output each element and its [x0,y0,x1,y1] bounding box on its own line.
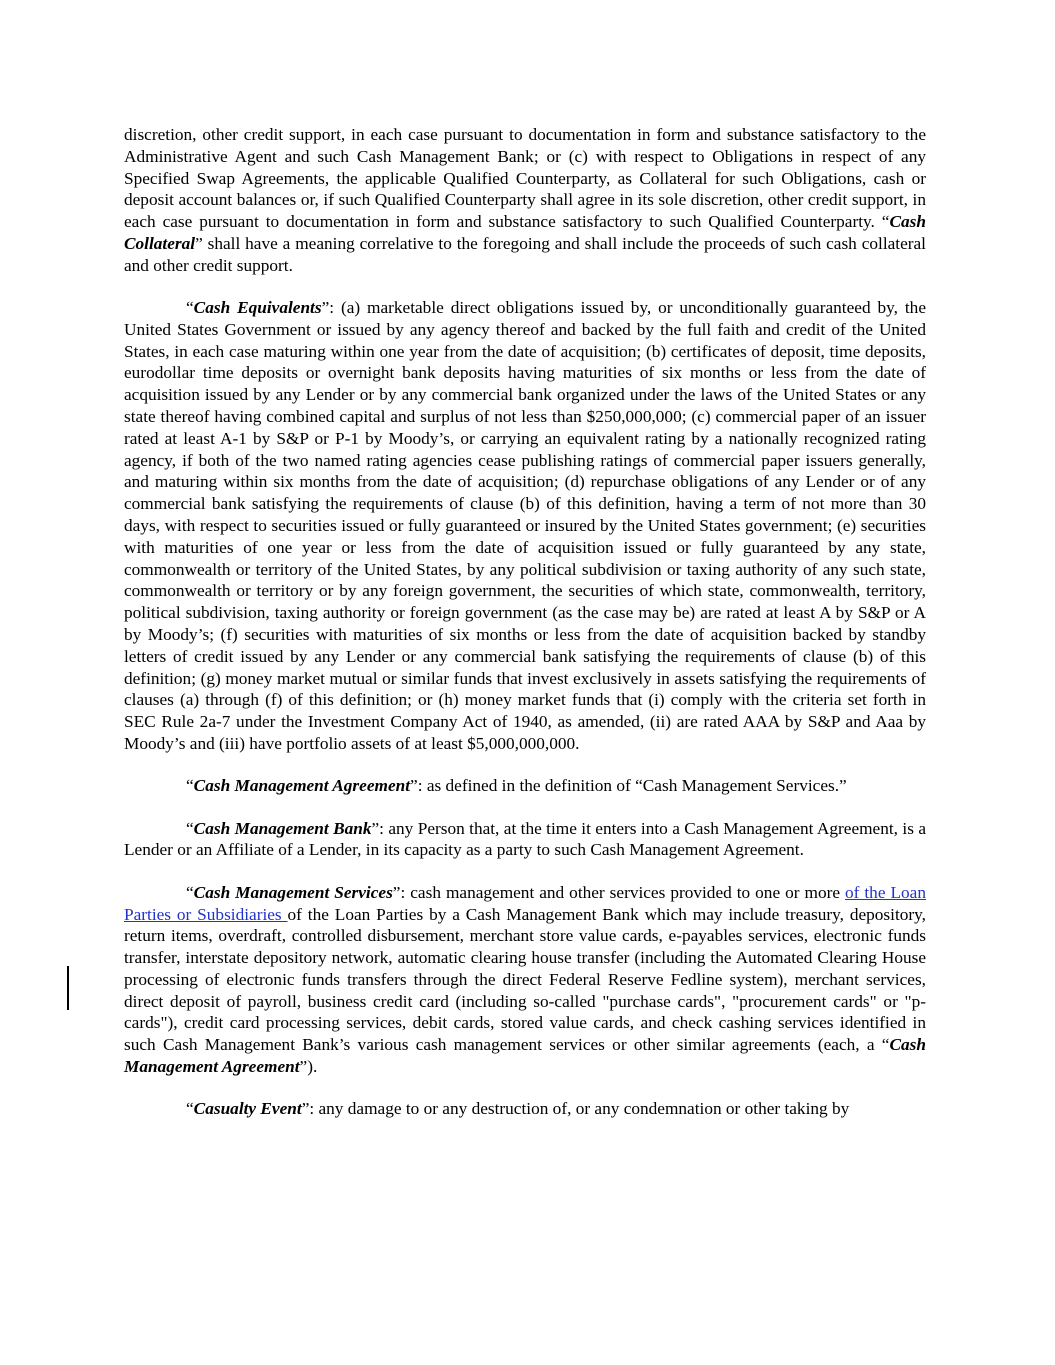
definition-text: ”: any Person that, at the time it enters into a Cash Management Agreement, is a Lender or an Affiliate of a Lender, in its capacity as a party to such Cash Management Agreement. [124,818,926,860]
defined-term: Cash Management Bank [193,818,372,838]
definition-cash-management-agreement: “Cash Management Agreement”: as defined in the definition of “Cash Management Services.” [186,776,847,796]
definition-cash-equivalents: “Cash Equivalents”: (a) marketable direct obligations issued by, or unconditionally guaranteed by, the United States Government or issued by any agency thereof and backed by the full faith and credit of the United States, in each case maturing within one year from the date of acquisition; (b) certificates of deposit, time deposits, eurodollar time deposits or overnight bank deposits having maturities of six months or less from the date of acquisition issued by any Lender or by any commercial bank organized under the laws of the United States or any state thereof having combined capital and surplus of not less than $250,000,000; (c) commercial paper of an issuer rated at least A-1 by S&P or P-1 by Moody’s, or carrying an equivalent rating by a nationally recognized rating agency, if both of the two named rating agencies cease publishing ratings of commercial paper issuers generally, and maturing within six months from the date of acquisition; (d) repurchase obligations of any Lender or of any commercial bank satisfying the requirements of clause (b) of this definition, having a term of not more than 30 days, with respect to securities issued or fully guaranteed or insured by the United States government; (e) securities with maturities of one year or less from the date of acquisition issued or fully guaranteed by any state, commonwealth or territory of the United States, by any political subdivision or taxing authority of any such state, commonwealth or territory or by any foreign government, the securities of which state, commonwealth, territory, political subdivision, taxing authority or foreign government (as the case may be) are rated at least A by S&P or A by Moody’s; (f) securities with maturities of six months or less from the date of acquisition backed by standby letters of credit issued by any Lender or any commercial bank satisfying the requirements of clause (b) of this definition; (g) money market mutual or similar funds that invest exclusively in assets satisfying the requirements of clauses (a) through (f) of this definition; or (h) money market funds that (i) comply with the criteria set forth in SEC Rule 2a-7 under the Investment Company Act of 1940, as amended, (ii) are rated AAA by S&P and Aaa by Moody’s and (iii) have portfolio assets of at least $5,000,000,000. [124,298,926,754]
tracked-insertion: of the Loan Parties or Subsidiaries [124,882,926,924]
definition-casualty-event: “Casualty Event”: any damage to or any destruction of, or any condemnation or other taking by [186,1099,850,1119]
document-page [124,124,926,1141]
defined-term: Cash Equivalents [193,298,322,318]
definition-text-cont: of the Loan Parties by a Cash Management Bank which may include treasury, depository, return items, overdraft, controlled disbursement, merchant store value cards, e-payables services, electronic funds transfer, interstate depository network, automatic clearing house transfer (including the Automated Clearing House processing of electronic funds transfers through the direct Federal Reserve Fedline system), merchant services, direct deposit of payroll, business credit card (including so-called "purchase cards", "procurement cards" or "p-cards"), credit card processing services, debit cards, stored value cards, and check cashing services identified in such Cash Management Bank’s various cash management services or other similar agreements (each, a “ [124,904,926,1055]
continuation-text: discretion, other credit support, in each case pursuant to documentation in form and substance satisfactory to the Administrative Agent and such Cash Management Bank; or (c) with respect to Obligations in respect of any Specified Swap Agreements, the applicable Qualified Counterparty, as Collateral for such Obligations, cash or deposit account balances or, if such Qualified Counterparty shall agree in its sole discretion, other credit support, in each case pursuant to documentation in form and substance satisfactory to such Qualified Counterparty. [124,125,926,232]
revision-change-bar [67,966,69,1010]
defined-term: Cash Management Services [193,882,393,902]
defined-term-cash-collateral: Cash Collateral [124,212,926,253]
definition-text: ”: as defined in the definition of “Cash Management Services.” [410,776,847,796]
definition-text: ”: cash management and other services provided to one or more [392,882,845,902]
defined-term: Casualty Event [193,1099,302,1119]
paragraph-cash-collateral-continuation: discretion, other credit support, in each case pursuant to documentation in form and substance satisfactory to the Administrative Agent and such Cash Management Bank; or (c) with respect to Obligations in respect of any Specified Swap Agreements, the applicable Qualified Counterparty, as Collateral for such Obligations, cash or deposit account balances or, if such Qualified Counterparty shall agree in its sole discretion, other credit support, in each case pursuant to documentation in form and substance satisfactory to such Qualified Counterparty. “Cash Collateral” shall have a meaning correlative to the foregoing and shall include the proceeds of such cash collateral and other credit support. [124,125,926,275]
defined-term-inner: Cash Management Agreement [124,1035,926,1077]
definition-text: ”: any damage to or any destruction of, or any condemnation or other taking by [301,1099,850,1119]
definition-cash-management-services: “Cash Management Services”: cash management and other services provided to one or more of the Loan Parties or Subsidiaries of the Loan Parties by a Cash Management Bank which may include treasury, depository, return items, overdraft, controlled disbursement, merchant store value cards, e-payables services, electronic funds transfer, interstate depository network, automatic clearing house transfer (including the Automated Clearing House processing of electronic funds transfers through the direct Federal Reserve Fedline system), merchant services, direct deposit of payroll, business credit card (including so-called "purchase cards", "procurement cards" or "p-cards"), credit card processing services, debit cards, stored value cards, and check cashing services identified in such Cash Management Bank’s various cash management services or other similar agreements (each, a “Cash Management Agreement”). [124,882,926,1077]
defined-term: Cash Management Agreement [193,776,411,796]
definition-cash-management-bank: “Cash Management Bank”: any Person that, at the time it enters into a Cash Management Agreement, is a Lender or an Affiliate of a Lender, in its capacity as a party to such Cash Management Agreement. [124,818,926,860]
definition-text: ”: (a) marketable direct obligations issued by, or unconditionally guaranteed by, the United States Government or issued by any agency thereof and backed by the full faith and credit of the United States, in each case maturing within one year from the date of acquisition; (b) certificates of deposit, time deposits, eurodollar time deposits or overnight bank deposits having maturities of six months or less from the date of acquisition issued by any Lender or by any commercial bank organized under the laws of the United States or any state thereof having combined capital and surplus of not less than $250,000,000; (c) commercial paper of an issuer rated at least A-1 by S&P or P-1 by Moody’s, or carrying an equivalent rating by a nationally recognized rating agency, if both of the two named rating agencies cease publishing ratings of commercial paper issuers generally, and maturing within six months from the date of acquisition; (d) repurchase obligations of any Lender or of any commercial bank satisfying the requirements of clause (b) of this definition, having a term of not more than 30 days, with respect to securities issued or fully guaranteed or insured by the United States government; (e) securities with maturities of one year or less from the date of acquisition issued or fully guaranteed by any state, commonwealth or territory of the United States, by any political subdivision or taxing authority of any such state, commonwealth or territory or by any foreign government, the securities of which state, commonwealth, territory, political subdivision, taxing authority or foreign government (as the case may be) are rated at least A by S&P or A by Moody’s; (f) securities with maturities of six months or less from the date of acquisition backed by standby letters of credit issued by any Lender or any commercial bank satisfying the requirements of clause (b) of this definition; (g) money market mutual or similar funds that invest exclusively in assets satisfying the requirements of clauses (a) through (f) of this definition; or (h) money market funds that (i) comply with the criteria set forth in SEC Rule 2a-7 under the Investment Company Act of 1940, as amended, (ii) are rated AAA by S&P and Aaa by Moody’s and (iii) have portfolio assets of at least $5,000,000,000. [124,298,926,754]
